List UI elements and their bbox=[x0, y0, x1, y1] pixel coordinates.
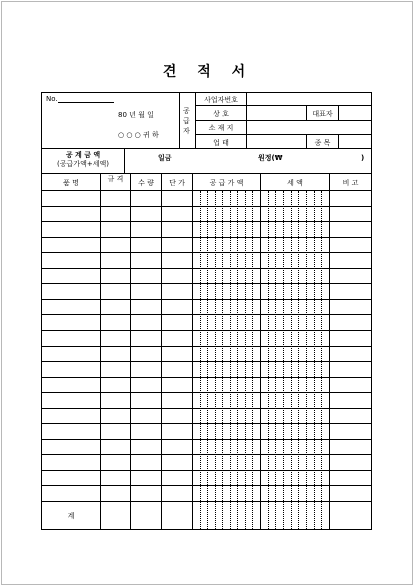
business-number-label: 사업자번호 bbox=[204, 96, 238, 104]
digit-divider bbox=[245, 191, 246, 529]
no-underline bbox=[58, 102, 114, 103]
digit-divider bbox=[215, 191, 216, 529]
no-label: No. bbox=[46, 95, 58, 103]
address-label: 소 재 지 bbox=[208, 124, 234, 132]
business-item-label: 종 목 bbox=[314, 139, 331, 147]
supplier-label: 공급자 bbox=[183, 107, 190, 135]
total-sublabel: (공급가액+세액) bbox=[57, 160, 109, 168]
total-label: 공 계 금 액 bbox=[65, 151, 101, 159]
digit-divider bbox=[230, 191, 231, 529]
date-text: 80 년 월 일 bbox=[118, 111, 154, 119]
digit-divider bbox=[291, 191, 292, 529]
footer-total-label: 계 bbox=[67, 512, 75, 520]
amount-prefix: 일금 bbox=[158, 154, 172, 162]
digit-divider bbox=[222, 191, 223, 529]
digit-divider bbox=[306, 191, 307, 529]
digit-divider bbox=[237, 191, 238, 529]
col-unit-price: 단 가 bbox=[169, 179, 185, 187]
col-quantity: 수 량 bbox=[138, 179, 154, 187]
business-type-label: 업 태 bbox=[213, 139, 229, 147]
company-name-label: 상 호 bbox=[213, 110, 229, 118]
amount-close: ) bbox=[361, 154, 365, 162]
col-spec: 규 격 bbox=[107, 175, 124, 183]
digit-divider bbox=[207, 191, 208, 529]
digit-divider bbox=[268, 191, 269, 529]
representative-label: 대표자 bbox=[312, 110, 333, 118]
recipient-text: ○ ○ ○ 귀 하 bbox=[118, 131, 159, 139]
digit-divider bbox=[314, 191, 315, 529]
col-item-name: 품 명 bbox=[63, 179, 79, 187]
table-bottom-line bbox=[41, 529, 372, 530]
digit-divider bbox=[275, 191, 276, 529]
digit-divider bbox=[283, 191, 284, 529]
col-remarks: 비 고 bbox=[342, 179, 359, 187]
digit-divider bbox=[321, 191, 322, 529]
digit-divider bbox=[298, 191, 299, 529]
amount-suffix: 원정(₩ bbox=[258, 154, 283, 162]
col-tax: 세 액 bbox=[287, 179, 303, 187]
digit-divider bbox=[252, 191, 253, 529]
col-supply-amount: 공 급 가 액 bbox=[209, 179, 244, 187]
document-title: 견 적 서 bbox=[162, 64, 254, 80]
digit-divider bbox=[200, 191, 201, 529]
